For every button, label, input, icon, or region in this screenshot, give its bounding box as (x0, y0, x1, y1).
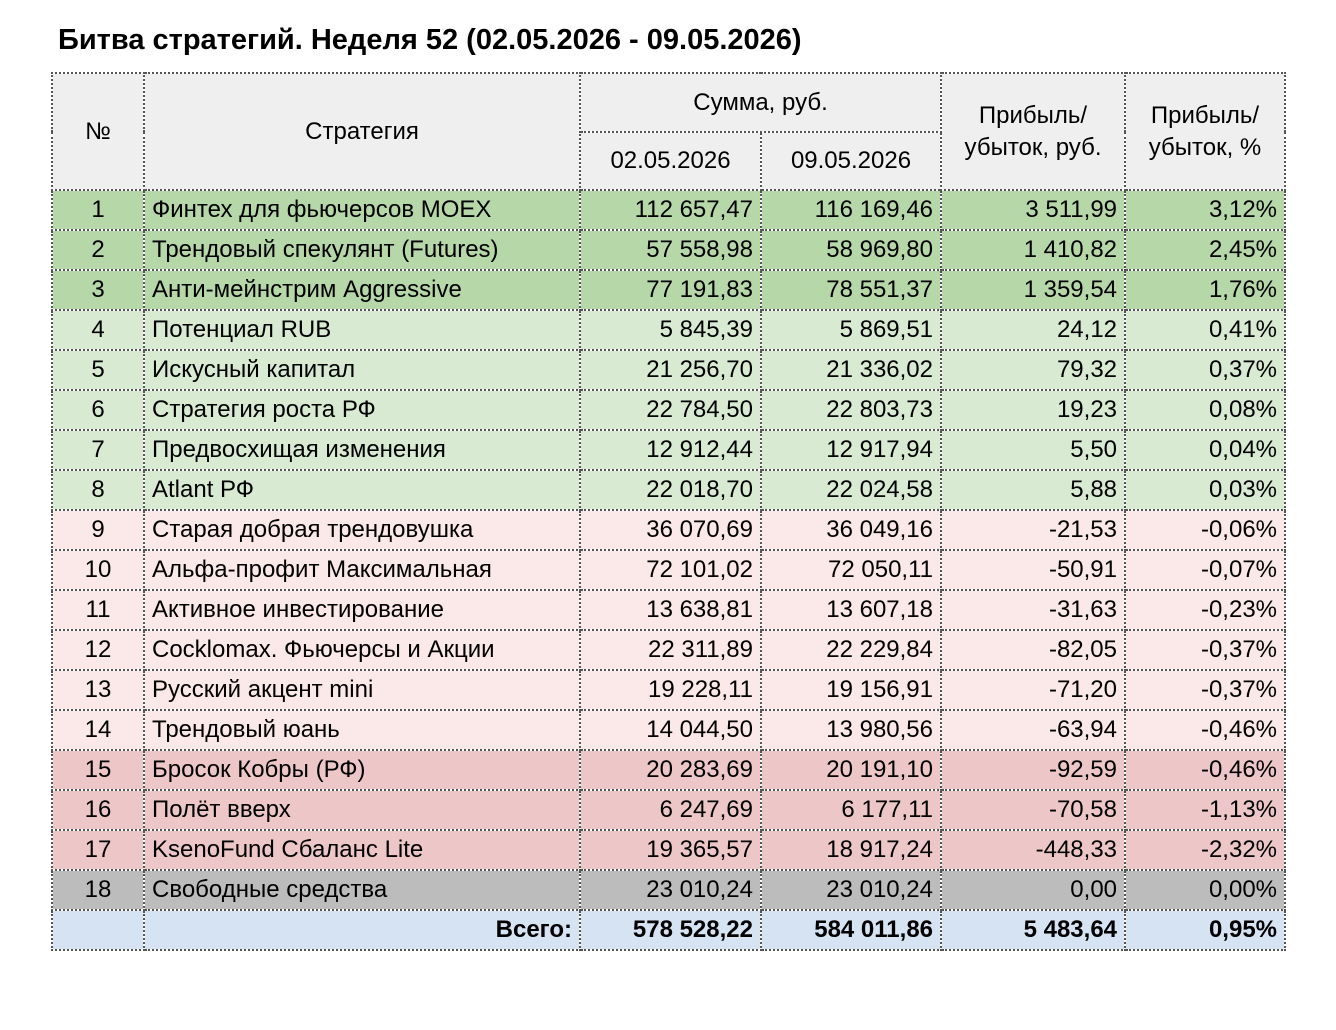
total-profit-pct: 0,95% (1125, 910, 1285, 950)
header-profit-pct-line1: Прибыль/ (1150, 101, 1260, 129)
table-row (52, 870, 1285, 910)
row-num: 14 (52, 710, 144, 750)
header-profit-rub (941, 73, 1125, 190)
header-strategy: Стратегия (144, 73, 580, 190)
table-row (52, 550, 1285, 590)
row-num: 12 (52, 630, 144, 670)
row-sum-start: 13 638,81 (580, 590, 761, 630)
row-sum-start: 36 070,69 (580, 510, 761, 550)
row-sum-start: 6 247,69 (580, 790, 761, 830)
row-profit-rub: -448,33 (941, 830, 1125, 870)
row-strategy: Трендовый спекулянт (Futures) (144, 230, 580, 270)
row-num: 13 (52, 670, 144, 710)
page-title: Битва стратегий. Неделя 52 (02.05.2026 - 09.05.2026) (58, 24, 802, 56)
row-profit-pct: 3,12% (1125, 190, 1285, 230)
row-sum-start: 22 311,89 (580, 630, 761, 670)
header-profit-pct-line2: убыток, % (1148, 133, 1262, 161)
row-num: 3 (52, 270, 144, 310)
row-sum-end: 23 010,24 (761, 870, 941, 910)
row-strategy: Искусный капитал (144, 350, 580, 390)
row-profit-rub: 1 410,82 (941, 230, 1125, 270)
table-header (52, 73, 1285, 190)
header-profit-rub-line1: Прибыль/ (978, 101, 1088, 129)
row-num: 11 (52, 590, 144, 630)
row-profit-pct: -2,32% (1125, 830, 1285, 870)
row-sum-end: 12 917,94 (761, 430, 941, 470)
row-strategy: Cocklomax. Фьючерсы и Акции (144, 630, 580, 670)
row-sum-end: 6 177,11 (761, 790, 941, 830)
total-row (52, 910, 1285, 950)
header-date-end: 09.05.2026 (761, 132, 941, 190)
row-strategy: Стратегия роста РФ (144, 390, 580, 430)
row-sum-end: 13 980,56 (761, 710, 941, 750)
row-profit-rub: -71,20 (941, 670, 1125, 710)
row-sum-end: 5 869,51 (761, 310, 941, 350)
row-profit-pct: -1,13% (1125, 790, 1285, 830)
row-profit-pct: 0,41% (1125, 310, 1285, 350)
table-row (52, 630, 1285, 670)
row-sum-end: 22 803,73 (761, 390, 941, 430)
row-profit-rub: 0,00 (941, 870, 1125, 910)
row-strategy: Активное инвестирование (144, 590, 580, 630)
row-strategy: Анти-мейнстрим Aggressive (144, 270, 580, 310)
row-num: 2 (52, 230, 144, 270)
row-profit-pct: 0,04% (1125, 430, 1285, 470)
row-profit-pct: -0,37% (1125, 630, 1285, 670)
row-strategy: Предвосхищая изменения (144, 430, 580, 470)
total-label: Всего: (144, 910, 580, 950)
row-sum-start: 112 657,47 (580, 190, 761, 230)
row-sum-start: 72 101,02 (580, 550, 761, 590)
row-sum-end: 78 551,37 (761, 270, 941, 310)
row-sum-end: 22 229,84 (761, 630, 941, 670)
total-sum-start: 578 528,22 (580, 910, 761, 950)
total-sum-end: 584 011,86 (761, 910, 941, 950)
row-profit-pct: 0,08% (1125, 390, 1285, 430)
row-profit-pct: -0,46% (1125, 750, 1285, 790)
row-sum-end: 19 156,91 (761, 670, 941, 710)
row-profit-rub: -31,63 (941, 590, 1125, 630)
header-date-start: 02.05.2026 (580, 132, 761, 190)
row-num: 8 (52, 470, 144, 510)
row-profit-rub: 19,23 (941, 390, 1125, 430)
total-profit-rub: 5 483,64 (941, 910, 1125, 950)
row-profit-rub: -70,58 (941, 790, 1125, 830)
row-profit-pct: 0,03% (1125, 470, 1285, 510)
row-profit-rub: 5,88 (941, 470, 1125, 510)
table-row (52, 510, 1285, 550)
row-sum-end: 116 169,46 (761, 190, 941, 230)
row-num: 18 (52, 870, 144, 910)
total-empty-cell (52, 910, 144, 950)
row-profit-rub: 3 511,99 (941, 190, 1125, 230)
row-sum-end: 22 024,58 (761, 470, 941, 510)
row-profit-pct: 0,37% (1125, 350, 1285, 390)
strategies-table (51, 72, 1286, 951)
row-strategy: Старая добрая трендовушка (144, 510, 580, 550)
header-profit-pct (1125, 73, 1285, 190)
header-num: № (52, 73, 144, 190)
row-num: 1 (52, 190, 144, 230)
row-profit-pct: -0,06% (1125, 510, 1285, 550)
row-profit-pct: -0,46% (1125, 710, 1285, 750)
row-strategy: Свободные средства (144, 870, 580, 910)
row-num: 17 (52, 830, 144, 870)
table-row (52, 350, 1285, 390)
row-sum-start: 77 191,83 (580, 270, 761, 310)
row-strategy: Трендовый юань (144, 710, 580, 750)
row-sum-end: 20 191,10 (761, 750, 941, 790)
row-sum-start: 19 228,11 (580, 670, 761, 710)
row-sum-start: 22 784,50 (580, 390, 761, 430)
row-sum-start: 57 558,98 (580, 230, 761, 270)
row-profit-rub: 1 359,54 (941, 270, 1125, 310)
row-num: 7 (52, 430, 144, 470)
row-sum-start: 23 010,24 (580, 870, 761, 910)
row-strategy: KsenoFund Сбаланс Lite (144, 830, 580, 870)
table-row (52, 230, 1285, 270)
row-profit-rub: -50,91 (941, 550, 1125, 590)
table-row (52, 670, 1285, 710)
table-row (52, 390, 1285, 430)
row-profit-pct: 1,76% (1125, 270, 1285, 310)
row-sum-end: 13 607,18 (761, 590, 941, 630)
table-row (52, 430, 1285, 470)
row-num: 4 (52, 310, 144, 350)
row-profit-rub: -21,53 (941, 510, 1125, 550)
row-sum-start: 20 283,69 (580, 750, 761, 790)
row-sum-start: 22 018,70 (580, 470, 761, 510)
row-num: 10 (52, 550, 144, 590)
table-row (52, 590, 1285, 630)
row-profit-pct: -0,37% (1125, 670, 1285, 710)
table-row (52, 190, 1285, 230)
row-profit-pct: 0,00% (1125, 870, 1285, 910)
row-num: 5 (52, 350, 144, 390)
row-profit-rub: -63,94 (941, 710, 1125, 750)
row-strategy: Финтех для фьючерсов MOEX (144, 190, 580, 230)
row-num: 9 (52, 510, 144, 550)
row-num: 15 (52, 750, 144, 790)
row-profit-pct: 2,45% (1125, 230, 1285, 270)
row-profit-rub: 24,12 (941, 310, 1125, 350)
row-num: 16 (52, 790, 144, 830)
row-strategy: Альфа-профит Максимальная (144, 550, 580, 590)
table-row (52, 710, 1285, 750)
row-strategy: Потенциал RUB (144, 310, 580, 350)
row-strategy: Полёт вверх (144, 790, 580, 830)
header-profit-rub-line2: убыток, руб. (964, 133, 1102, 161)
table-row (52, 790, 1285, 830)
table-row (52, 750, 1285, 790)
row-profit-rub: 5,50 (941, 430, 1125, 470)
row-profit-rub: -92,59 (941, 750, 1125, 790)
table-row (52, 470, 1285, 510)
row-num: 6 (52, 390, 144, 430)
row-strategy: Русский акцент mini (144, 670, 580, 710)
row-sum-end: 18 917,24 (761, 830, 941, 870)
row-sum-end: 36 049,16 (761, 510, 941, 550)
row-strategy: Atlant РФ (144, 470, 580, 510)
header-sum: Сумма, руб. (580, 73, 941, 132)
row-sum-start: 14 044,50 (580, 710, 761, 750)
row-sum-start: 21 256,70 (580, 350, 761, 390)
row-sum-end: 21 336,02 (761, 350, 941, 390)
row-profit-rub: -82,05 (941, 630, 1125, 670)
row-strategy: Бросок Кобры (РФ) (144, 750, 580, 790)
table-row (52, 270, 1285, 310)
row-profit-rub: 79,32 (941, 350, 1125, 390)
table-row (52, 830, 1285, 870)
row-sum-start: 5 845,39 (580, 310, 761, 350)
row-sum-end: 72 050,11 (761, 550, 941, 590)
table-row (52, 310, 1285, 350)
row-sum-end: 58 969,80 (761, 230, 941, 270)
row-sum-start: 12 912,44 (580, 430, 761, 470)
row-sum-start: 19 365,57 (580, 830, 761, 870)
row-profit-pct: -0,07% (1125, 550, 1285, 590)
row-profit-pct: -0,23% (1125, 590, 1285, 630)
